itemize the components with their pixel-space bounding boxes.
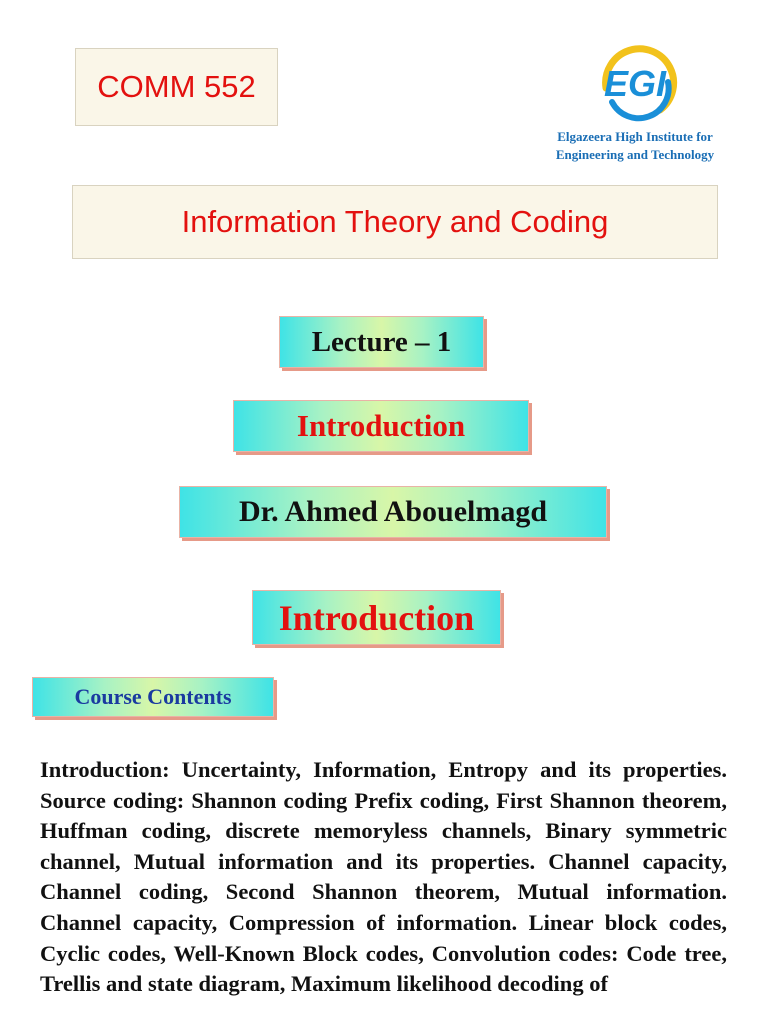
instructor-name: Dr. Ahmed Abouelmagd	[179, 486, 607, 538]
course-code: COMM 552	[97, 69, 256, 104]
course-title: Information Theory and Coding	[181, 204, 609, 239]
lecture-label: Lecture – 1	[279, 316, 484, 368]
institute-name	[528, 128, 742, 164]
course-code-box	[75, 48, 278, 126]
institute-logo	[588, 40, 682, 122]
egi-logo-icon	[588, 40, 682, 122]
logo-text: EGI	[603, 63, 667, 104]
institute-name-line1: Elgazeera High Institute for	[557, 129, 713, 144]
course-title-box	[72, 185, 718, 259]
course-contents-text: Introduction: Uncertainty, Information, Entropy and its properties. Source coding: Shannon coding Prefix coding, First Shannon theorem, Huffman coding, discrete memoryless channels, Binary symmetric channel, Mutual information and its properties. Channel capacity, Channel coding, Second Shannon theorem, Mutual information. Channel capacity, Compression of information. Linear block codes, Cyclic codes, Well-Known Block codes, Convolution codes: Code tree, Trellis and state diagram, Maximum likelihood decoding of	[40, 757, 727, 997]
topic-label: Introduction	[233, 400, 529, 452]
section-heading: Introduction	[252, 590, 501, 645]
institute-name-line2: Engineering and Technology	[555, 147, 715, 162]
course-contents-label: Course Contents	[32, 677, 274, 717]
